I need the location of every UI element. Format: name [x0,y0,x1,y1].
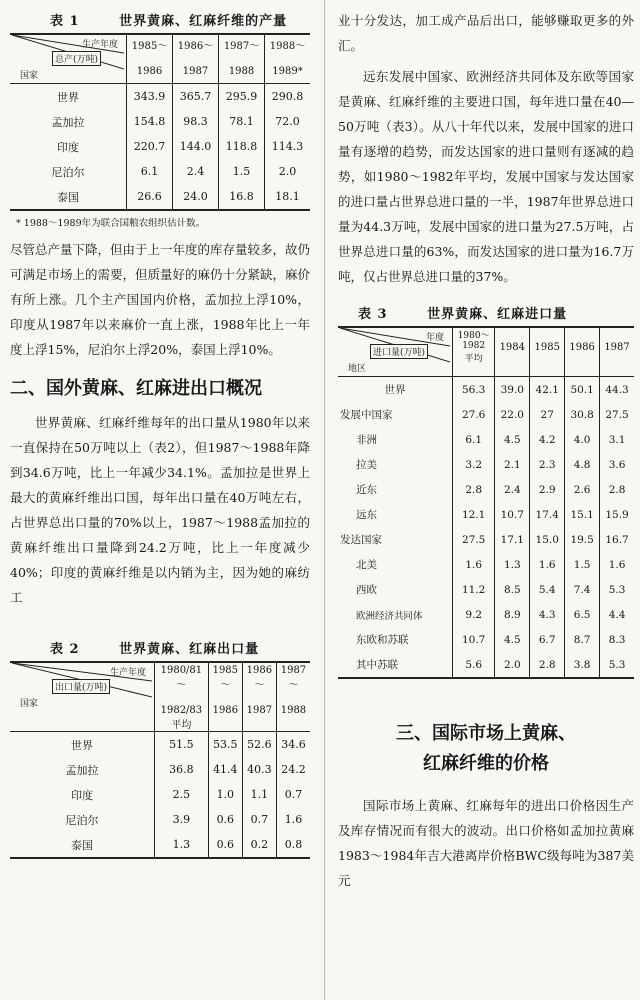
table-row: 世界 56.3 39.0 42.1 50.1 44.3 [338,377,634,403]
table3-col-header: 1980～ 1982 平均 [453,327,495,377]
table3-caption: 世界黄麻、红麻进口量 [427,307,568,322]
table-row: 尼泊尔 3.9 0.6 0.7 1.6 [10,807,310,832]
table-row: 发达国家 27.5 17.1 15.0 19.5 16.7 [338,527,634,552]
table1-footnote: * 1988～1989年为联合国粮农组织估计数。 [16,218,206,229]
table-row: 世界 51.5 53.5 52.6 34.6 [10,732,310,758]
table1-col-header: 1985～ 1986 [127,34,173,84]
table-row: 北美 1.6 1.3 1.6 1.5 1.6 [338,552,634,577]
table-row: 拉美 3.2 2.1 2.3 4.8 3.6 [338,452,634,477]
table2-col-header: 1980/81～ 1982/83平均 [155,662,209,732]
table1-hdr-unit: 总产(万吨) [52,51,101,66]
table-row: 欧洲经济共同体 9.2 8.9 4.3 6.5 4.4 [338,602,634,627]
section-heading: 三、国际市场上黄麻、 红麻纤维的价格 [396,723,576,774]
left-column [10,8,310,859]
table-row: 远东 12.1 10.7 17.4 15.1 15.9 [338,502,634,527]
table-row: 其中苏联 5.6 2.0 2.8 3.8 5.3 [338,652,634,678]
table3-number: 表 3 [358,307,388,322]
paragraph: 业十分发达，加工成产品后出口，能够赚取更多的外汇。 [338,13,634,53]
table-row: 泰国 26.6 24.0 16.8 18.1 [10,184,310,210]
section-heading: 二、国外黄麻、红麻进出口概况 [10,378,262,399]
table-row: 发展中国家 27.6 22.0 27 30.8 27.5 [338,402,634,427]
table2 [10,661,310,859]
table3-title [338,303,634,322]
table1-col-header: 1988～ 1989* [265,34,310,84]
table3 [338,326,634,679]
table1-header-diagonal [10,34,127,84]
table1-hdr-country: 国家 [20,71,39,81]
paragraph: 尽管总产量下降，但由于上一年度的库存量较多，故仍可满足市场上的需要，但质量好的麻仍十分紧缺，麻价有所上涨。几个主产国国内价格，孟加拉上浮10%，印度从1987年以来麻价一直上涨，1988年比上一年度上浮15%，尼泊尔上浮20%，泰国上浮10%。 [10,242,311,357]
table3-col-header: 1985 [530,327,565,377]
table3-hdr-unit: 进口量(万吨) [370,344,428,359]
paragraph: 世界黄麻、红麻纤维每年的出口量从1980年以来一直保持在50万吨以上（表2），但1987～1988年降到34.6万吨，比上一年减少34.1%。孟加拉是世界上最大的黄麻纤维出口国，每年出口量在40万吨左右，占世界总出口量的70%以上，1987～1988孟加拉的黄麻纤维出口量降到24.2万吨，比上一年度减少40%；印度的黄麻纤维是以内销为主，因为她的麻纺工 [10,415,310,605]
table-row: 孟加拉 154.8 98.3 78.1 72.0 [10,109,310,134]
table3-col-header: 1984 [495,327,530,377]
table3-col-header: 1987 [600,327,634,377]
right-column [338,8,634,893]
table-row: 西欧 11.2 8.5 5.4 7.4 5.3 [338,577,634,602]
table2-hdr-country: 国家 [20,699,39,709]
table-row: 尼泊尔 6.1 2.4 1.5 2.0 [10,159,310,184]
table1-hdr-year: 生产年度 [81,40,118,50]
table2-header-diagonal [10,662,155,732]
table2-hdr-year: 生产年度 [109,668,146,678]
paragraph: 远东发展中国家、欧洲经济共同体及东欧等国家是黄麻、红麻纤维的主要进口国，每年进口量在40—50万吨（表3）。从八十年代以来，发展中国家的进口量有逐增的趋势，而发达国家的进口量则有逐减的趋势，如1980～1982年平均，发展中国家与发达国家的进口量占世界总进口量的一半，1987年世界总进口量为44.3万吨，发展中国家的进口量为27.5万吨，占世界总进口量的63%，而发达国家的进口量为16.7万吨，仅占世界总进口量的37%。 [338,69,634,284]
column-divider [324,0,325,1000]
table-row: 印度 2.5 1.0 1.1 0.7 [10,782,310,807]
table3-col-header: 1986 [565,327,600,377]
table2-col-header: 1987～ 1988 [276,662,310,732]
table-row: 非洲 6.1 4.5 4.2 4.0 3.1 [338,427,634,452]
table1 [10,33,310,211]
table-row: 世界 343.9 365.7 295.9 290.8 [10,84,310,110]
table-row: 近东 2.8 2.4 2.9 2.6 2.8 [338,477,634,502]
table2-col-header: 1985～ 1986 [208,662,242,732]
table2-caption: 世界黄麻、红麻出口量 [119,642,260,657]
table2-hdr-unit: 出口量(万吨) [52,679,110,694]
table-row: 东欧和苏联 10.7 4.5 6.7 8.7 8.3 [338,627,634,652]
table3-hdr-region: 地区 [348,364,367,374]
table-row: 孟加拉 36.8 41.4 40.3 24.2 [10,757,310,782]
paragraph: 国际市场上黄麻、红麻每年的进出口价格因生产及库存情况而有很大的波动。出口价格如孟加拉黄麻1983～1984年吉大港离岸价格BWC级每吨为387美元 [338,798,634,888]
table-row: 印度 220.7 144.0 118.8 114.3 [10,134,310,159]
table1-title [10,10,310,29]
table3-hdr-year: 年度 [425,333,444,343]
table2-col-header: 1986～ 1987 [242,662,276,732]
table1-col-header: 1986～ 1987 [173,34,219,84]
table2-number: 表 2 [50,642,80,657]
table1-number: 表 1 [50,14,80,29]
table3-header-diagonal [338,327,453,377]
table1-caption: 世界黄麻、红麻纤维的产量 [119,14,288,29]
table-row: 泰国 1.3 0.6 0.2 0.8 [10,832,310,858]
table1-col-header: 1987～ 1988 [219,34,265,84]
table2-title [10,638,310,657]
